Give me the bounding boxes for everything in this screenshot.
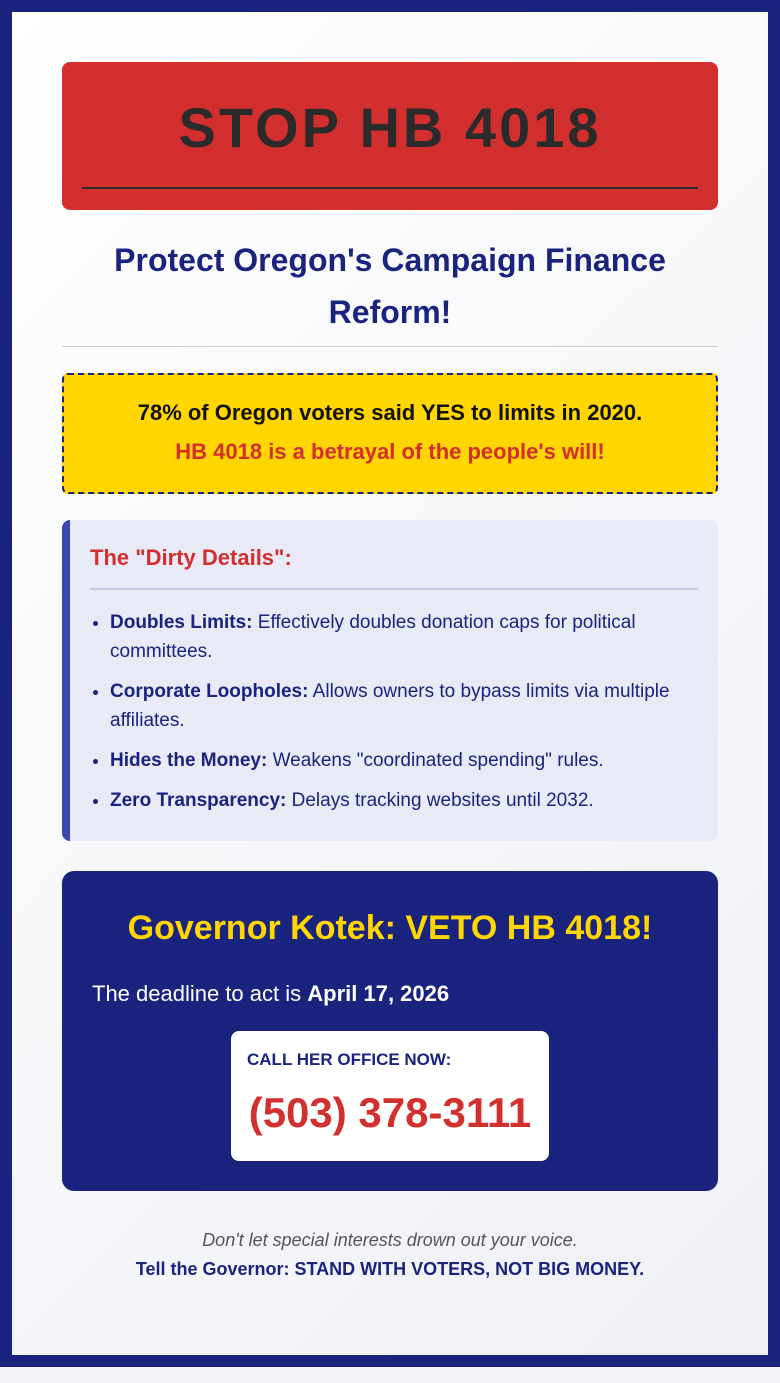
list-item — [110, 608, 698, 666]
phone-number-link[interactable]: (503) 378-3111 — [248, 1089, 532, 1136]
dirty-details-title: The "Dirty Details": — [90, 542, 698, 590]
call-box — [231, 1031, 549, 1161]
footer-slogan: Tell the Governor: STAND WITH VOTERS, NOT BIG MONEY. — [135, 1259, 645, 1279]
deadline-prefix: The deadline to act is — [92, 981, 308, 1006]
list-item — [110, 786, 698, 815]
list-item-label: Hides the Money: — [110, 750, 268, 771]
list-item-text: Weakens "coordinated spending" rules. — [267, 750, 604, 771]
footer — [62, 1227, 718, 1282]
page-subtitle: Protect Oregon's Campaign Finance Reform! — [62, 234, 718, 347]
hero-divider — [82, 187, 698, 189]
list-item-text: Delays tracking websites until 2032. — [286, 790, 594, 811]
voter-stat-text: 78% of Oregon voters said YES to limits in 2020. — [137, 400, 643, 425]
list-item-label: Doubles Limits: — [110, 612, 253, 633]
list-item — [110, 677, 698, 735]
call-to-action-panel — [62, 871, 718, 1191]
flyer-content — [62, 62, 718, 1282]
list-item-label: Corporate Loopholes: — [110, 681, 309, 702]
call-label: CALL HER OFFICE NOW: — [247, 1050, 452, 1069]
list-item-text: Effectively doubles donation caps for political committees. — [110, 612, 636, 662]
deadline-text — [92, 979, 688, 1009]
flyer — [12, 12, 768, 1355]
deadline-date: April 17, 2026 — [307, 981, 450, 1006]
list-item-text: Allows owners to bypass limits via multiple affiliates. — [110, 681, 670, 731]
footer-tagline: Don't let special interests drown out your voice. — [202, 1230, 578, 1250]
cta-title: Governor Kotek: VETO HB 4018! — [127, 909, 653, 947]
hero-title: STOP HB 4018 — [178, 96, 602, 159]
list-item-label: Zero Transparency: — [110, 790, 287, 811]
hero-banner — [62, 62, 718, 210]
dirty-details-list — [90, 608, 698, 815]
dirty-details-panel — [62, 520, 718, 841]
list-item — [110, 746, 698, 775]
betrayal-text: HB 4018 is a betrayal of the people's will! — [175, 439, 605, 464]
voter-stat-callout — [62, 373, 718, 494]
